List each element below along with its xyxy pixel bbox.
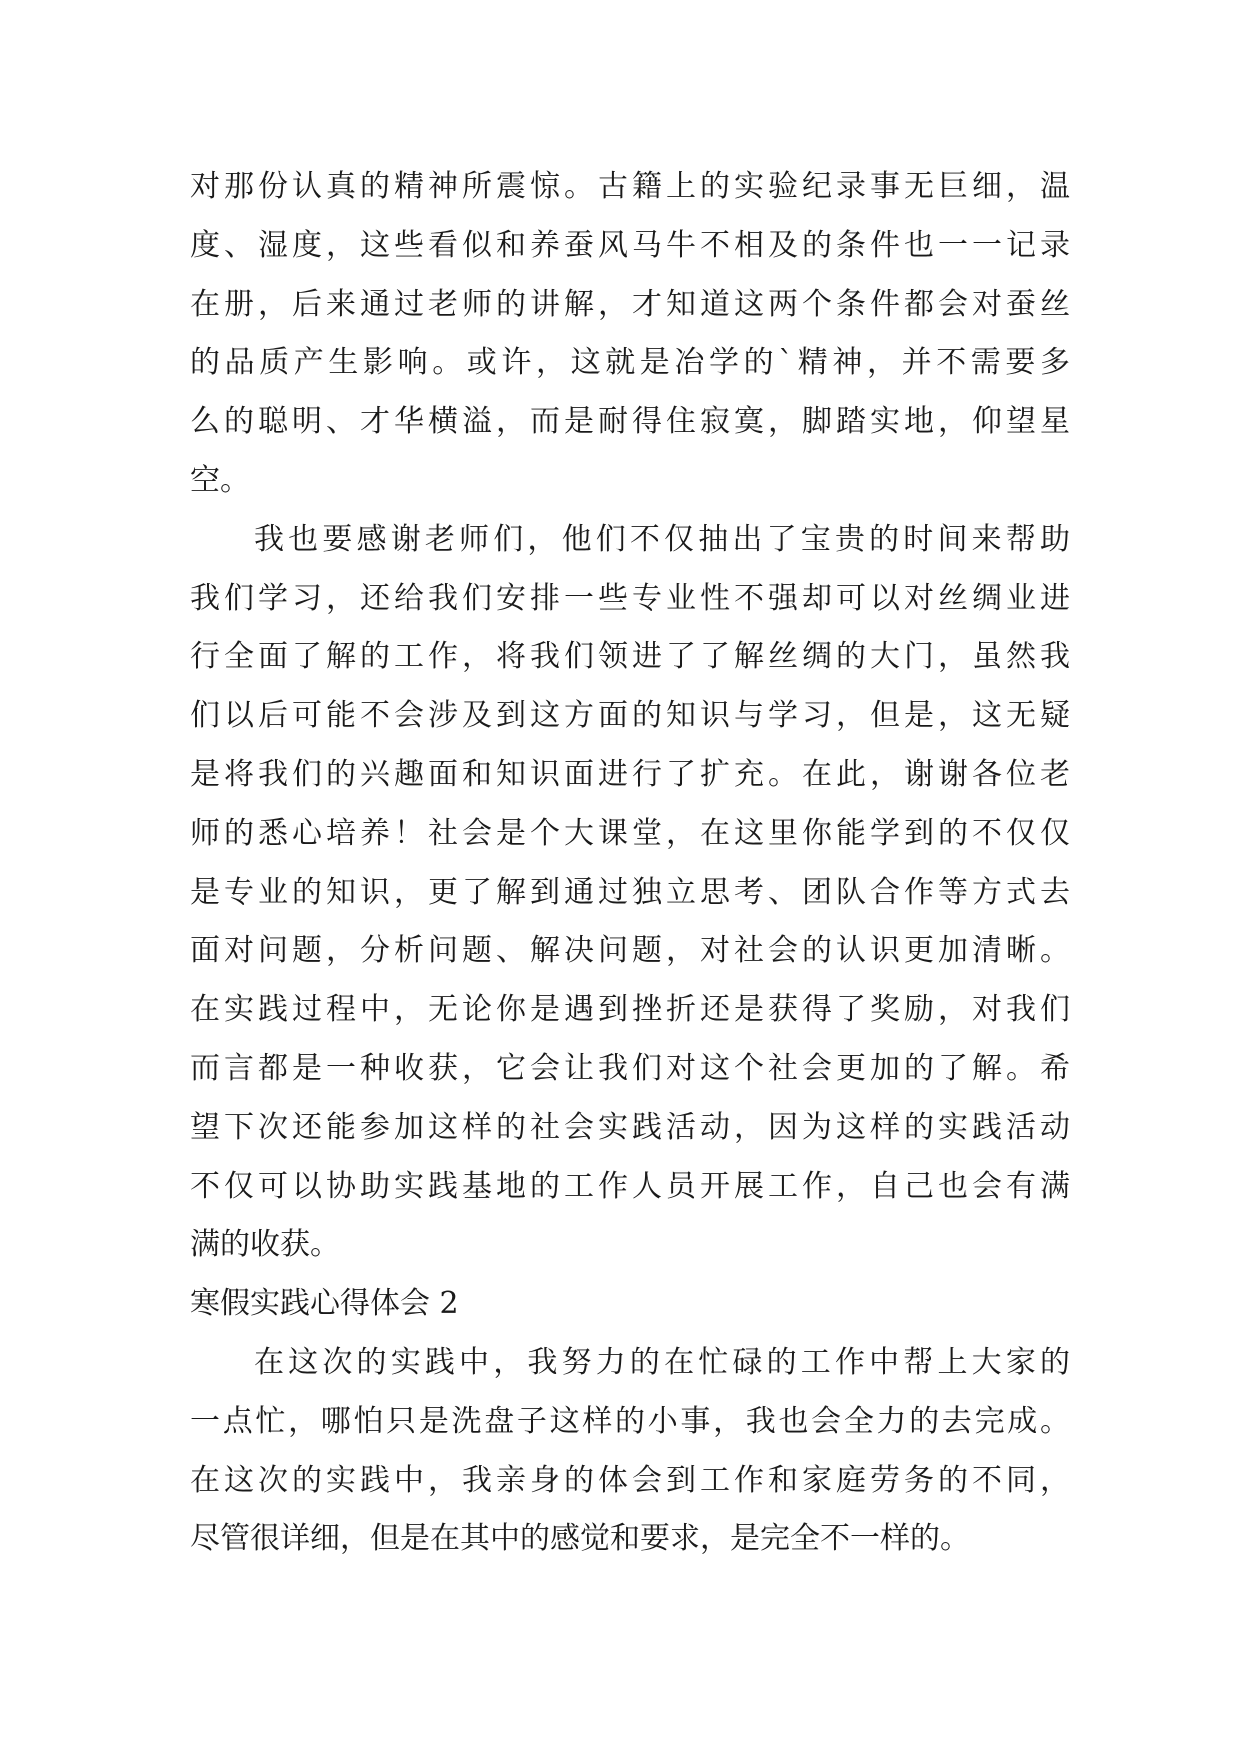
text-line: 在这次的实践中，我亲身的体会到工作和家庭劳务的不同， bbox=[190, 1462, 1070, 1498]
paragraph bbox=[190, 1334, 1070, 1569]
text-line: 在册，后来通过老师的讲解，才知道这两个条件都会对蚕丝 bbox=[190, 286, 1070, 322]
text-line: 行全面了解的工作，将我们领进了了解丝绸的大门，虽然我 bbox=[190, 639, 1070, 675]
text-line: 满的收获。 bbox=[190, 1227, 340, 1263]
document-body bbox=[190, 158, 1070, 1569]
text-line: 师的悉心培养！社会是个大课堂，在这里你能学到的不仅仅 bbox=[190, 815, 1070, 851]
text-line: 在这次的实践中，我努力的在忙碌的工作中帮上大家的 bbox=[254, 1344, 1070, 1380]
text-line: 的品质产生影响。或许，这就是冶学的`精神，并不需要多 bbox=[190, 345, 1070, 381]
text-line: 我也要感谢老师们，他们不仅抽出了宝贵的时间来帮助 bbox=[254, 521, 1070, 557]
text-line: 是将我们的兴趣面和知识面进行了扩充。在此，谢谢各位老 bbox=[190, 756, 1070, 792]
text-line: 么的聪明、才华横溢，而是耐得住寂寞，脚踏实地，仰望星 bbox=[190, 404, 1070, 440]
text-line: 一点忙，哪怕只是洗盘子这样的小事，我也会全力的去完成。 bbox=[190, 1403, 1070, 1439]
text-line: 尽管很详细，但是在其中的感觉和要求，是完全不一样的。 bbox=[190, 1521, 970, 1557]
text-line: 我们学习，还给我们安排一些专业性不强却可以对丝绸业进 bbox=[190, 580, 1070, 616]
text-line: 们以后可能不会涉及到这方面的知识与学习，但是，这无疑 bbox=[190, 698, 1070, 734]
paragraph bbox=[190, 511, 1070, 1275]
text-line: 空。 bbox=[190, 462, 250, 498]
heading-text: 寒假实践心得体会 2 bbox=[190, 1286, 459, 1322]
text-line: 不仅可以协助实践基地的工作人员开展工作，自己也会有满 bbox=[190, 1168, 1070, 1204]
text-line: 是专业的知识，更了解到通过独立思考、团队合作等方式去 bbox=[190, 874, 1070, 910]
section-heading bbox=[190, 1275, 1070, 1334]
paragraph bbox=[190, 158, 1070, 511]
text-line: 而言都是一种收获，它会让我们对这个社会更加的了解。希 bbox=[190, 1050, 1070, 1086]
text-line: 面对问题，分析问题、解决问题，对社会的认识更加清晰。 bbox=[190, 933, 1070, 969]
text-line: 望下次还能参加这样的社会实践活动，因为这样的实践活动 bbox=[190, 1109, 1070, 1145]
text-line: 对那份认真的精神所震惊。古籍上的实验纪录事无巨细，温 bbox=[190, 169, 1070, 204]
text-line: 在实践过程中，无论你是遇到挫折还是获得了奖励，对我们 bbox=[190, 992, 1070, 1028]
text-line: 度、湿度，这些看似和养蚕风马牛不相及的条件也一一记录 bbox=[190, 227, 1070, 263]
